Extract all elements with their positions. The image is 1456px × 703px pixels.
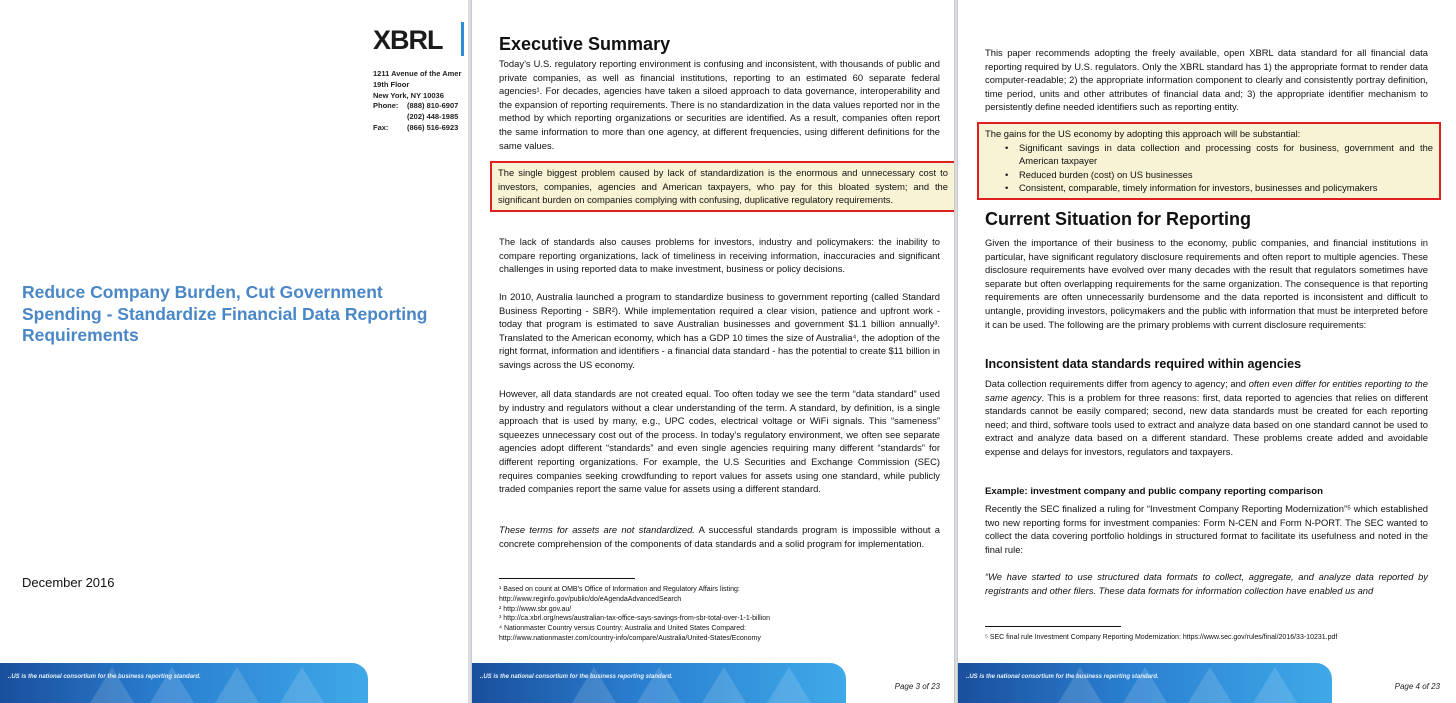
- page-number: Page 4 of 23: [1394, 682, 1440, 691]
- address-city: New York, NY 10036: [373, 90, 444, 100]
- highlighted-key-problem: [490, 161, 955, 212]
- footnote-rule: [499, 578, 635, 579]
- paragraph-standards-problems: The lack of standards also causes problems for investors, industry and policymakers: the inability to compare reporting organizations, lack of timeliness in receiving information, inaccuracies and significant challenges in using reported data to make investment, business or policy decisions.: [499, 236, 940, 275]
- contact-value: (202) 448-1985: [407, 112, 459, 122]
- paragraph-text: Data collection requirements differ from agency to agency; and: [985, 378, 1249, 389]
- contact-label: [373, 112, 407, 123]
- footer-banner: [472, 663, 846, 703]
- footer-banner: [0, 663, 368, 703]
- address-floor: 19th Floor: [373, 79, 410, 89]
- xbrl-logo: XBRL: [373, 25, 443, 55]
- banner-decoration: [637, 667, 681, 703]
- banner-decoration: [702, 667, 746, 703]
- page-3: [471, 0, 955, 703]
- document-title: Reduce Company Burden, Cut Government Spending - Standardize Financial Data Reporting Requirements: [22, 282, 428, 345]
- footnote-link[interactable]: ² http://www.sbr.gov.au/: [499, 605, 572, 613]
- highlight-text: The single biggest problem caused by lack of standardization is the enormous and unnecessary cost to investors, companies, agencies and American taxpayers, who pay for this bloated system; and the significant burden on companies complying with confusing, duplicative regulatory requirements.: [498, 167, 948, 206]
- contact-phone-2: [373, 112, 461, 123]
- footer-tagline: ..US is the national consortium for the business reporting standard.: [480, 674, 673, 680]
- paragraph-sec-ruling: Recently the SEC finalized a ruling for “Investment Company Reporting Modernization”⁵ which established two new reporting forms for investment companies: Form N-CEN and Form N-PORT. The SEC wanted to collect the data covering portfolio holdings in structured format to facilitate its usefulness and noted in the final rule:: [985, 503, 1428, 555]
- banner-decoration: [767, 667, 811, 703]
- banner-decoration: [1123, 667, 1167, 703]
- gains-list-item: • Significant savings in data collection and processing costs for business, government and the American taxpayer: [985, 141, 1433, 168]
- banner-decoration: [215, 667, 259, 703]
- footnote-link[interactable]: http://www.nationmaster.com/country-info/compare/Australia/United-States/Economy: [499, 634, 761, 642]
- contact-value: (888) 810-6907: [407, 101, 459, 111]
- executive-summary-heading: Executive Summary: [499, 34, 671, 54]
- banner-decoration: [1253, 667, 1297, 703]
- paragraph-australia: In 2010, Australia launched a program to standardize business to government reporting (called Standard Business Reporting - SBR²). While implementation required a clear vision, patience and upfront work - today that program is estimated to save Australian businesses and government $1.1 billion annually³. Translated to the American economy, which has a GDP 10 times the size of Australia⁴, the adoption of the right format, information and identifiers - a financial data standard - has the potential to create $11 billion in savings across the US economy.: [499, 291, 940, 370]
- footnote-line: ⁴ Nationmaster Country versus Country: Australia and United States Compared:: [499, 625, 746, 633]
- footer-banner: [958, 663, 1332, 703]
- current-situation-heading: Current Situation for Reporting: [985, 209, 1251, 229]
- contact-phone: [373, 101, 461, 112]
- footnote-link[interactable]: ⁵ SEC final rule Investment Company Reporting Modernization: https://www.sec.gov/rules/final/2016/33-10231.pdf: [985, 634, 1338, 641]
- banner-decoration: [1058, 667, 1102, 703]
- page-number: Page 3 of 23: [894, 682, 940, 691]
- italic-emphasis: These terms for assets are not standardized.: [499, 524, 695, 535]
- contact-label: Phone:: [373, 101, 399, 111]
- footnote-link[interactable]: http://www.reginfo.gov/public/do/eAgendaAdvancedSearch: [499, 595, 682, 603]
- page-4: [957, 0, 1456, 703]
- paragraph-data-standards: However, all data standards are not created equal. Too often today we see the term “data standard” used by industry and regulators without a clear understanding of the term. A standard, by definition, is a single approach that is used by many, e.g., UPC codes, electrical voltage or WiFi signals. This “sameness” squeezes unnecessary cost out of the process. In today’s regulatory environment, we often see separate agencies adopt different “standards” and even single agencies requiring many different “standards” for different reporting organizations. For example, the U.S Securities and Exchange Commission (SEC) requires companies seeking crowdfunding to report values for assets using one standard, while publicly traded companies report the same value for assets using a different standard.: [499, 388, 940, 495]
- highlighted-economic-gains: [977, 122, 1441, 200]
- footnote-line: ¹ Based on count at OMB’s Office of Information and Regulatory Affairs listing:: [499, 586, 740, 593]
- contact-label: Fax:: [373, 122, 389, 132]
- paragraph-recommendation: This paper recommends adopting the freely available, open XBRL data standard for all financial data reporting required by U.S. regulators. Only the XBRL standard has 1) the appropriate format to render data computer-readable; 2) the appropriate information component to clearly and consistently portray definition, time period, units and other attributes of financial data and; 3) the appropriate identifier mechanism to persistently define needed identifiers such as reporting entity.: [985, 47, 1428, 113]
- footer-tagline: ..US is the national consortium for the business reporting standard.: [8, 674, 201, 680]
- quote-sec-rule: “We have started to use structured data formats to collect, aggregate, and analyze data reported by registrants and other filers. These data formats for information collection have enabled us and: [985, 571, 1428, 596]
- document-date: December 2016: [22, 575, 115, 590]
- footnote-link[interactable]: ³ http://ca.xbrl.org/news/australian-tax-office-says-savings-from-sbr-total-over-1-1-billion: [499, 615, 771, 623]
- gains-list-item: • Reduced burden (cost) on US businesses: [985, 168, 1433, 182]
- contact-value: (866) 516-6923: [407, 122, 459, 132]
- footer-tagline: ..US is the national consortium for the business reporting standard.: [966, 674, 1159, 680]
- cover-page: [0, 0, 468, 703]
- footnotes: [499, 585, 940, 644]
- banner-decoration: [1188, 667, 1232, 703]
- inconsistent-standards-heading: Inconsistent data standards required within agencies: [985, 357, 1302, 371]
- footnote-rule: [985, 626, 1121, 627]
- banner-decoration: [572, 667, 616, 703]
- example-heading: Example: investment company and public company reporting comparison: [985, 486, 1323, 497]
- paragraph-assets: [499, 523, 940, 550]
- italic-emphasis: often even differ for entities reporting to the same agency: [985, 378, 1428, 403]
- banner-decoration: [150, 667, 194, 703]
- logo-accent-bar: [461, 22, 468, 56]
- gains-list-item: • Consistent, comparable, timely information for investors, businesses and policymakers: [985, 181, 1433, 195]
- paragraph-inconsistent-standards: [985, 377, 1428, 459]
- paragraph-text: A successful standards program is impossible without a concrete comprehension of the components of data standards and a solid program for implementation.: [499, 524, 940, 549]
- address-block: [373, 69, 461, 134]
- gains-list: [985, 141, 1433, 195]
- banner-decoration: [280, 667, 324, 703]
- banner-decoration: [90, 667, 134, 703]
- footnotes: [985, 633, 1428, 643]
- highlight-intro: The gains for the US economy by adopting this approach will be substantial:: [985, 128, 1301, 139]
- address-street: 1211 Avenue of the Amer: [373, 69, 462, 78]
- paragraph-current-situation: Given the importance of their business to the economy, public companies, and financial institutions in particular, have significant regulatory disclosure requirements and often report to multiple agencies. These disclosure requirements have evolved over many decades with the result that regulators sometimes have separate but often overlapping requirements for the same organization. The consequence is that reporting requirements are often unnecessarily burdensome and the data reported is inconsistent and difficult to untangle, providing investors, policymakers and the public with information that must be interpreted before it can be used. The following are the primary problems with current disclosure requirements:: [985, 237, 1428, 330]
- paragraph-intro: Today’s U.S. regulatory reporting environment is confusing and inconsistent, with thousands of public and private companies, as well as financial institutions, reporting to an estimated 60 separate federal agencies¹. For decades, agencies have taken a siloed approach to data governance, interoperability and the expansion of reporting requirements. There is no standardization in the data values reported nor in the method by which reporting organizations or securities are identified. As a result, companies often report the same information to more than one agency, at different frequencies, using different definitions for the same values.: [499, 58, 940, 151]
- paragraph-text: . This is a problem for three reasons: first, data reported to agencies that relies on different standards cannot be easily compared; second, new data standards must be created for each reporting need; and third, software tools used to extract and analyze data based on one standard cannot be used to extract and analyze data based on a different standard. These problems create added and avoidable expense and delays for investors, regulators and taxpayers.: [985, 391, 1428, 457]
- contact-fax: [373, 123, 461, 134]
